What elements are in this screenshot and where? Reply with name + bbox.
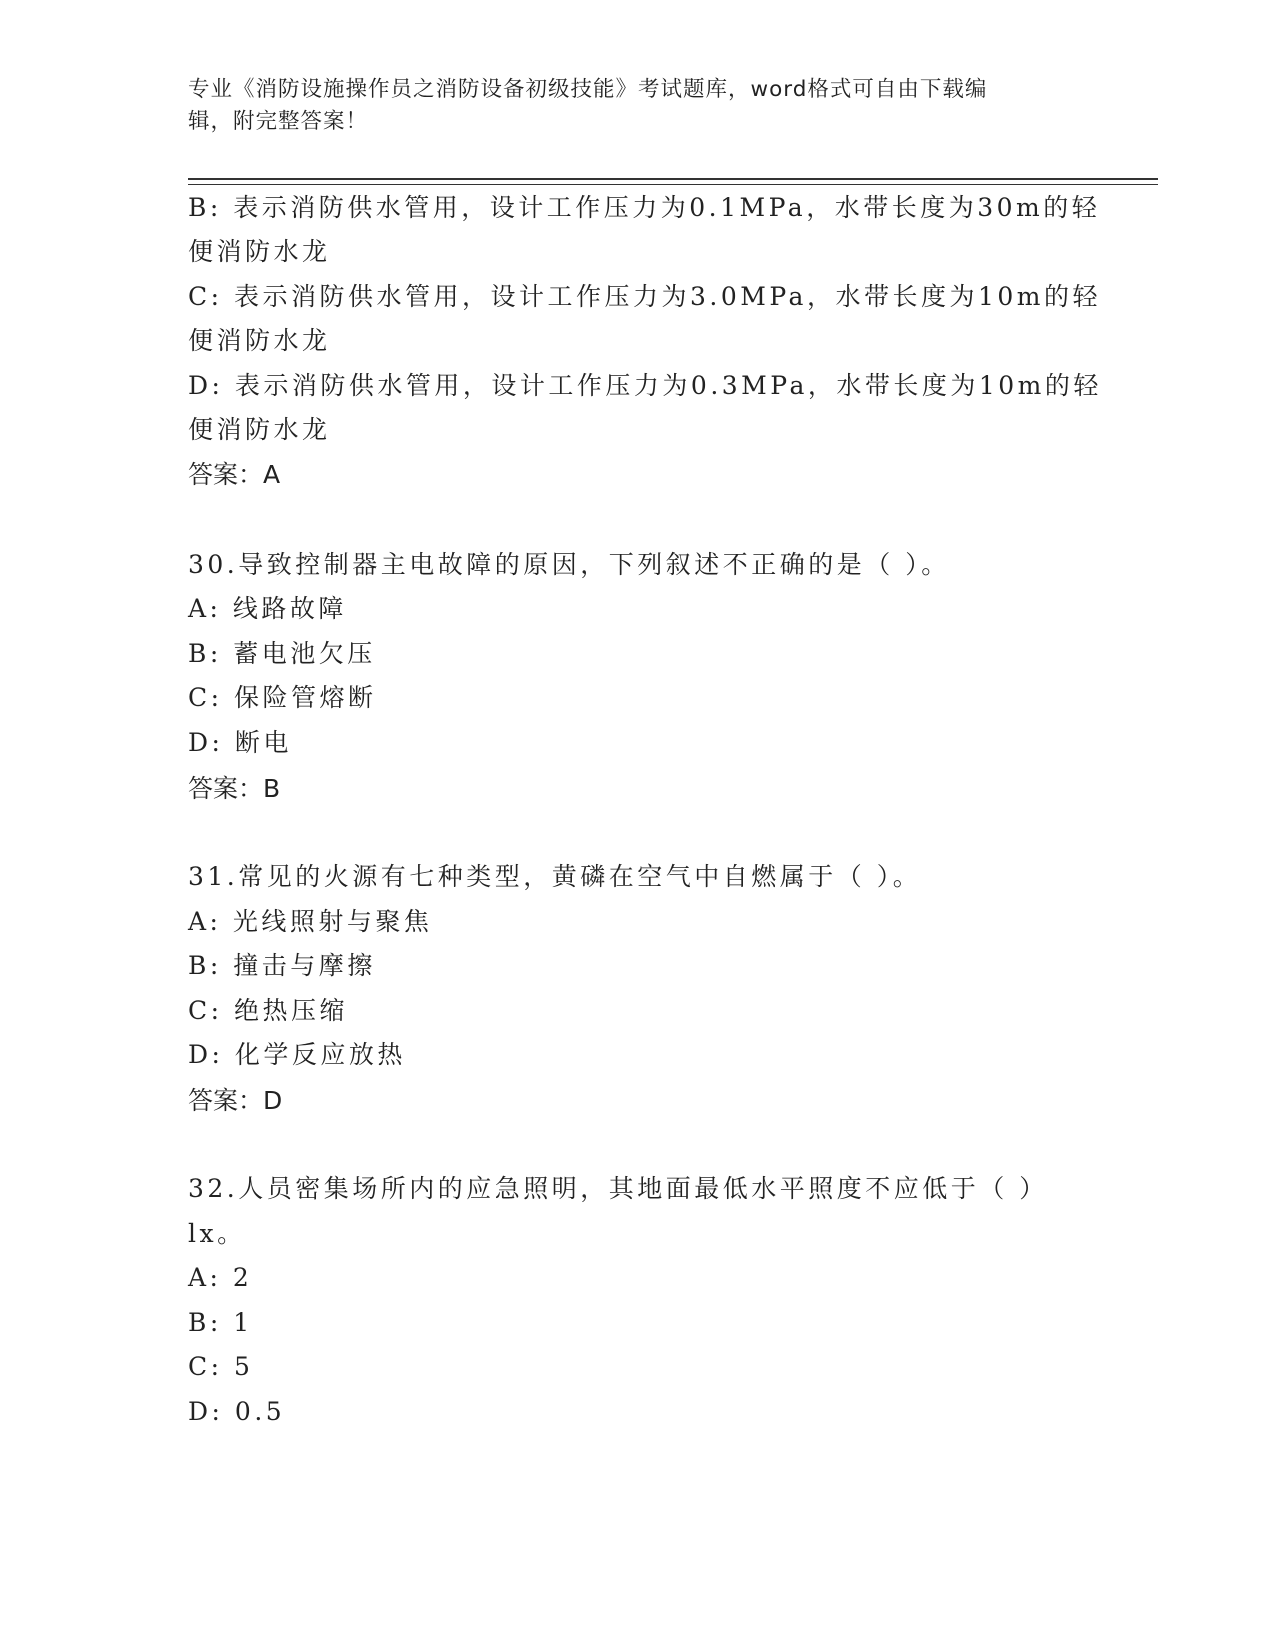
q30-option-c: C: 保险管熔断 (188, 683, 377, 712)
q32-question-line-1: 32.人员密集场所内的应急照明，其地面最低水平照度不应低于（ ） (188, 1174, 1048, 1203)
header-divider-thick (188, 178, 1158, 180)
q30-option-a: A: 线路故障 (188, 594, 347, 623)
q30-option-b: B: 蓄电池欠压 (188, 639, 376, 668)
q31-option-b: B: 撞击与摩擦 (188, 951, 376, 980)
q29-option-c-line-2: 便消防水龙 (188, 326, 331, 355)
q32-option-d: D: 0.5 (188, 1397, 286, 1426)
q32-option-a: A: 2 (188, 1263, 253, 1292)
header-divider-thin (188, 184, 1158, 185)
q30-question: 30.导致控制器主电故障的原因，下列叙述不正确的是（ ）。 (188, 550, 950, 579)
q29-option-c-line-1: C: 表示消防供水管用，设计工作压力为3.0MPa，水带长度为10m的轻 (188, 282, 1101, 311)
q30-option-d: D: 断电 (188, 728, 292, 757)
q30-answer: 答案：B (188, 774, 281, 803)
q32-option-c: C: 5 (188, 1352, 254, 1381)
q31-option-a: A: 光线照射与聚焦 (188, 907, 433, 936)
page-header (188, 74, 1068, 138)
q31-option-c: C: 绝热压缩 (188, 996, 348, 1025)
q32-question-line-2: lx。 (188, 1219, 246, 1248)
q31-option-d: D: 化学反应放热 (188, 1040, 406, 1069)
q31-question: 31.常见的火源有七种类型，黄磷在空气中自燃属于（ ）。 (188, 862, 922, 891)
q29-option-b-line-2: 便消防水龙 (188, 237, 331, 266)
header-line-1: 专业《消防设施操作员之消防设备初级技能》考试题库，word格式可自由下载编 (188, 77, 988, 102)
q29-option-d-line-2: 便消防水龙 (188, 415, 331, 444)
q31-answer: 答案：D (188, 1086, 283, 1115)
q32-option-b: B: 1 (188, 1308, 253, 1337)
q29-answer: 答案：A (188, 460, 281, 489)
header-line-2: 辑，附完整答案！ (188, 109, 369, 134)
q29-option-d-line-1: D: 表示消防供水管用，设计工作压力为0.3MPa，水带长度为10m的轻 (188, 371, 1102, 400)
q29-option-b-line-1: B: 表示消防供水管用，设计工作压力为0.1MPa，水带长度为30m的轻 (188, 193, 1101, 222)
